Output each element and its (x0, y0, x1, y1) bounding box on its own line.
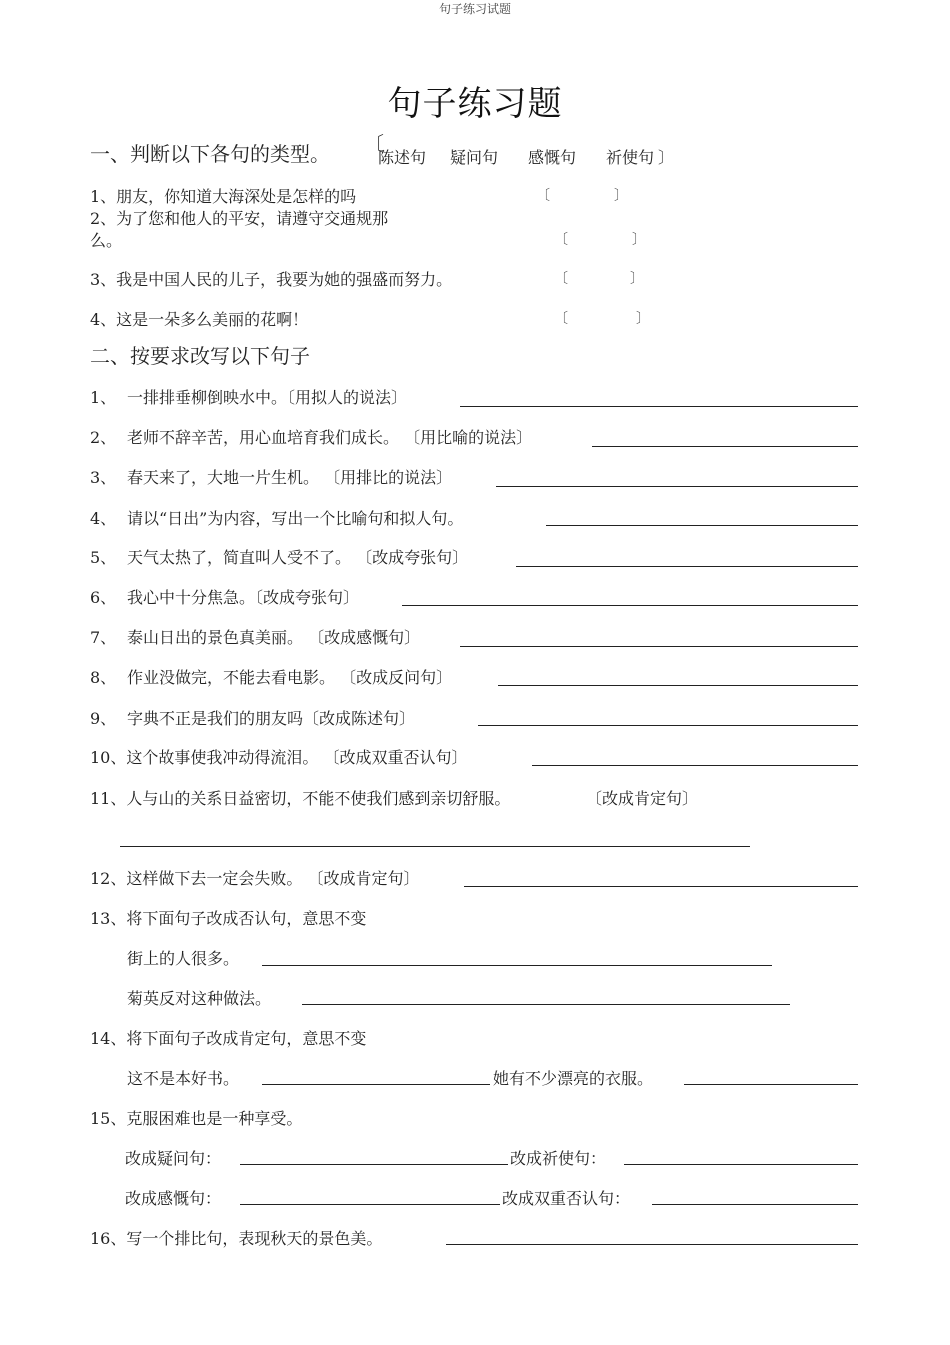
answer-line[interactable] (460, 646, 858, 647)
type-question: 疑问句 (450, 148, 499, 167)
answer-line[interactable] (592, 446, 858, 447)
section-2-heading: 二、按要求改写以下句子 (90, 344, 310, 368)
answer-line[interactable] (262, 965, 772, 966)
type-statement: 陈述句 (378, 148, 427, 167)
label-15-double-negative: 改成双重否认句： (502, 1189, 631, 1208)
answer-line[interactable] (478, 725, 858, 726)
rewrite-question-13: 13、将下面句子改成否认句，意思不变 (90, 909, 367, 928)
answer-bracket-open: 〔 (536, 188, 550, 204)
answer-bracket-close: 〕 (632, 232, 646, 248)
page-title: 句子练习题 (387, 84, 563, 124)
page-header: 句子练习试题 (438, 2, 511, 16)
answer-bracket-open: 〔 (554, 311, 568, 327)
rewrite-question-14: 14、将下面句子改成肯定句，意思不变 (90, 1029, 367, 1048)
sentence-13b: 菊英反对这种做法。 (127, 989, 272, 1008)
answer-line[interactable] (532, 765, 858, 766)
answer-bracket-close: 〕 (630, 271, 644, 287)
rewrite-item-number: 1、 (90, 388, 117, 407)
answer-bracket-close: 〕 (614, 188, 628, 204)
judge-question-3: 3、我是中国人民的儿子，我要为她的强盛而努力。 (90, 270, 453, 289)
rewrite-item-number: 6、 (90, 588, 117, 607)
rewrite-question-11: 11、人与山的关系日益密切，不能不使我们感到亲切舒服。 (90, 789, 511, 808)
judge-question-2-cont: 么。 (90, 231, 123, 250)
rewrite-item-text: 泰山日出的景色真美丽。 〔改成感慨句〕 (127, 628, 421, 647)
rewrite-item-text: 字典不正是我们的朋友吗〔改成陈述句〕 (127, 709, 416, 728)
answer-line[interactable] (496, 486, 858, 487)
answer-line[interactable] (240, 1164, 508, 1165)
rewrite-item-number: 8、 (90, 668, 117, 687)
sentence-14b: 她有不少漂亮的衣服。 (493, 1069, 654, 1088)
rewrite-item-text: 请以“日出”为内容，写出一个比喻句和拟人句。 (127, 509, 464, 528)
rewrite-item-text: 老师不辞辛苦，用心血培育我们成长。 〔用比喻的说法〕 (127, 428, 533, 447)
answer-bracket-open: 〔 (554, 271, 568, 287)
rewrite-question-10: 10、这个故事使我冲动得流泪。 〔改成双重否认句〕 (90, 748, 468, 767)
section-1-heading: 一、判断以下各句的类型。 (90, 142, 330, 166)
rewrite-item-text: 我心中十分焦急。〔改成夸张句〕 (127, 588, 360, 607)
sentence-14a: 这不是本好书。 (127, 1069, 240, 1088)
rewrite-item-text: 作业没做完，不能去看电影。 〔改成反问句〕 (127, 668, 453, 687)
label-15-imperative: 改成祈使句： (510, 1149, 607, 1168)
answer-line[interactable] (464, 886, 858, 887)
rewrite-item-number: 4、 (90, 509, 117, 528)
rewrite-question-16: 16、写一个排比句，表现秋天的景色美。 (90, 1229, 383, 1248)
label-15-exclamation: 改成感慨句： (125, 1189, 222, 1208)
rewrite-item-text: 春天来了，大地一片生机。 〔用排比的说法〕 (127, 468, 453, 487)
type-exclamation: 感慨句 (528, 148, 577, 167)
label-15-question: 改成疑问句： (125, 1149, 222, 1168)
rewrite-item-number: 2、 (90, 428, 117, 447)
answer-line[interactable] (262, 1084, 490, 1085)
answer-line[interactable] (120, 846, 750, 847)
answer-line[interactable] (240, 1204, 500, 1205)
answer-line[interactable] (460, 406, 858, 407)
type-imperative: 祈使句 (606, 148, 655, 167)
rewrite-item-number: 9、 (90, 709, 117, 728)
answer-line[interactable] (516, 566, 858, 567)
judge-question-1: 1、朋友，你知道大海深处是怎样的吗 (90, 187, 357, 206)
rewrite-question-11-requirement: 〔改成肯定句〕 (586, 789, 699, 808)
rewrite-question-15: 15、克服困难也是一种享受。 (90, 1109, 303, 1128)
rewrite-item-text: 一排排垂柳倒映水中。〔用拟人的说法〕 (127, 388, 408, 407)
rewrite-item-number: 3、 (90, 468, 117, 487)
answer-line[interactable] (684, 1084, 858, 1085)
answer-line[interactable] (446, 1244, 858, 1245)
rewrite-item-text: 天气太热了，简直叫人受不了。 〔改成夸张句〕 (127, 548, 469, 567)
answer-line[interactable] (498, 685, 858, 686)
answer-line[interactable] (546, 525, 858, 526)
answer-bracket-close: 〕 (636, 311, 650, 327)
type-list-close-bracket: 〕 (658, 148, 675, 167)
judge-question-2: 2、为了您和他人的平安，请遵守交通规那 (90, 209, 389, 228)
rewrite-question-12: 12、这样做下去一定会失败。 〔改成肯定句〕 (90, 869, 420, 888)
rewrite-item-number: 5、 (90, 548, 117, 567)
sentence-13a: 街上的人很多。 (127, 949, 240, 968)
rewrite-item-number: 7、 (90, 628, 117, 647)
answer-line[interactable] (402, 605, 858, 606)
answer-line[interactable] (652, 1204, 858, 1205)
answer-bracket-open: 〔 (554, 232, 568, 248)
judge-question-4: 4、这是一朵多么美丽的花啊！ (90, 310, 309, 329)
answer-line[interactable] (624, 1164, 858, 1165)
answer-line[interactable] (302, 1004, 790, 1005)
type-list-open-bracket: 〔 (364, 132, 384, 156)
